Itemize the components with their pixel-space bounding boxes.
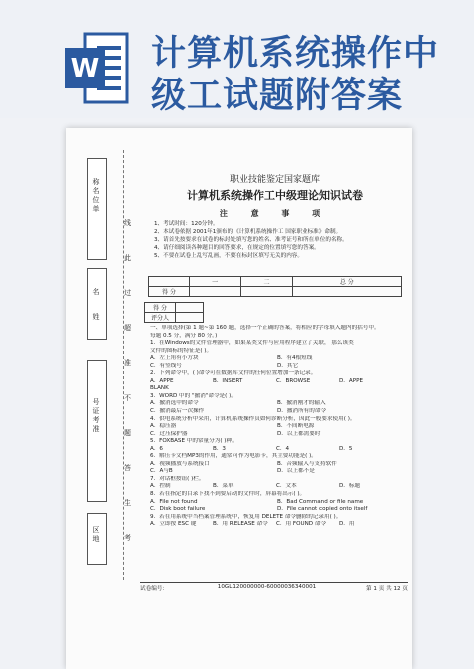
question-line: 文件的图标的特征是( )。 xyxy=(150,347,213,354)
seal-char: 准 xyxy=(124,359,131,367)
answer-option: C．用 FOUND 命令 xyxy=(276,521,327,528)
word-document-icon xyxy=(63,30,129,106)
question-line: 6．解压卡文档MP3的作用，通常可作为电影卡，其主要功能是( )。 xyxy=(150,453,317,460)
seal-char: 答 xyxy=(124,464,131,472)
answer-option: C．A与B xyxy=(150,468,173,475)
option-row xyxy=(150,499,404,507)
score-header xyxy=(149,277,190,287)
question-line: 4．供电系统分析中采用，计算机系统操作员如何诊断分析，因此一般要求使用( )。 xyxy=(150,415,356,422)
answer-option: D．撤消所有的命令 xyxy=(277,408,327,415)
answer-option: B．撤消刚才的输入 xyxy=(277,400,326,407)
score-cell xyxy=(190,287,241,297)
answer-option: D．File cannot copied onto itself xyxy=(277,506,368,513)
notice-item: 3、请首先按要求在试卷的标封处填写您的姓名、准考证号和所在单位的名称。 xyxy=(154,237,348,244)
header-banner xyxy=(0,0,474,118)
answer-option: D．用 xyxy=(339,521,355,528)
score-row-label: 得 分 xyxy=(149,287,190,297)
notice-list xyxy=(154,220,409,260)
answer-option: B．3 xyxy=(213,445,226,452)
question-line: 1．在Windows的文件管理器中，如果某类文件与应用程序建立了关联， 那么该类 xyxy=(150,340,354,347)
answer-option: C．撤消最后一次操作 xyxy=(150,408,205,415)
seal-char: 不 xyxy=(124,394,131,402)
footer-code: 10GL120000000-60000036340001 xyxy=(217,584,317,590)
answer-option: B．用 RELEASE 命令 xyxy=(213,521,268,528)
option-row xyxy=(150,400,404,408)
word-icon-letter: W xyxy=(70,54,100,84)
notice-item: 2、本试卷依据 2001年1颁布的《计算机系统操作工 国家职业标准》命制。 xyxy=(154,229,342,236)
unit-name-label: 称名位单 xyxy=(92,178,100,213)
question-line: 9．若在用系统中当档案管理系统中，恢复用 DELETE 命令删除的记录用( )。 xyxy=(150,513,342,520)
option-row xyxy=(150,363,404,371)
option-row xyxy=(150,461,404,469)
seal-char: 考 xyxy=(124,534,131,542)
question-line: 3．WORD 中的 "撤消"命令是( )。 xyxy=(150,392,237,399)
score-table xyxy=(148,276,402,297)
answer-option: C．文本 xyxy=(276,483,297,490)
answer-option: A．控制 xyxy=(150,483,171,490)
notice-item: 4、请仔细阅读各种题目的回答要求，在规定的位置填写您的答案。 xyxy=(154,245,320,252)
answer-option: A．稳压器 xyxy=(150,423,177,430)
banner-title-line2: 级工试题附答案 xyxy=(151,76,404,116)
answer-option: A．APPE xyxy=(150,377,174,384)
score-cell xyxy=(292,287,401,297)
answer-option: D．标题 xyxy=(339,483,361,490)
score-header: 二 xyxy=(241,277,292,287)
name-box xyxy=(87,268,107,340)
option-row xyxy=(150,423,404,431)
answer-option: D．以上都需要时 xyxy=(277,430,321,437)
seal-char: 题 xyxy=(124,429,131,437)
option-row xyxy=(150,431,404,439)
seal-char: 此 xyxy=(124,254,131,262)
option-row xyxy=(150,521,404,529)
grader-cell xyxy=(176,303,204,313)
exam-title: 计算机系统操作工中级理论知识试卷 xyxy=(187,189,363,202)
answer-option: B．菜单 xyxy=(213,483,234,490)
answer-option: C．过压保护器 xyxy=(150,430,188,437)
name-label-1: 名 xyxy=(92,288,100,296)
answer-option: C．4 xyxy=(276,445,290,452)
answer-option: A．6 xyxy=(150,445,163,452)
answer-option: A．File not found xyxy=(150,498,198,505)
answer-option: A．撤消选中的命令 xyxy=(150,400,199,407)
question-line: 2．下列命令中，( )命令可在数据库文件的任何位置增加一条记录。 xyxy=(150,370,317,377)
seal-char: 超 xyxy=(124,324,131,332)
option-row xyxy=(150,355,404,363)
score-header: 总 分 xyxy=(292,277,401,287)
answer-option: A．立即按 ESC 键 xyxy=(150,521,197,528)
grader-cell xyxy=(176,313,204,323)
option-row xyxy=(150,483,404,491)
answer-option: B．音频输入与支持软件 xyxy=(277,460,337,467)
question-line: 每题 0.5 分，满分 80 分。) xyxy=(150,332,218,339)
exam-org: 职业技能鉴定国家题库 xyxy=(229,175,320,185)
seal-char: 过 xyxy=(124,289,131,297)
question-line: 8．若在指定的目录下找不到要启动的文件时，屏幕将出示( )。 xyxy=(150,491,306,498)
option-row xyxy=(150,506,404,514)
footer-page: 第 1 页 共 12 页 xyxy=(366,586,408,592)
banner-title-line1: 计算机系统操作中 xyxy=(151,34,440,74)
answer-option: B．不间断电源 xyxy=(277,423,315,430)
name-label-2: 姓 xyxy=(92,313,100,321)
answer-option: B．Bad Command or file name xyxy=(277,498,364,505)
question-list xyxy=(150,325,404,529)
answer-option: D．其它 xyxy=(277,362,299,369)
question-line: 7．对话框按钮( )栏。 xyxy=(150,475,205,482)
question-line: 一、单项选择(第 1 题~第 160 题，选择一个正确的答案，将相应的字母填入题内的括号中。 xyxy=(150,325,380,331)
question-line: BLANK xyxy=(150,385,169,392)
footer-label: 试卷编号： xyxy=(140,586,168,592)
answer-option: D．APPE xyxy=(339,377,364,384)
notice-title: 注 意 事 项 xyxy=(219,209,331,218)
grader-table xyxy=(144,302,204,323)
score-cell xyxy=(241,287,292,297)
region-label: 区地 xyxy=(92,526,100,543)
score-header: 一 xyxy=(190,277,241,287)
option-row xyxy=(150,446,404,454)
exam-id-label: 号证考准 xyxy=(92,398,100,433)
notice-item: 1、考试时间：120分钟。 xyxy=(154,221,219,227)
option-row xyxy=(150,378,404,386)
answer-option: C．Disk boot failure xyxy=(150,506,206,513)
seal-char: 生 xyxy=(124,499,131,507)
answer-option: D．5 xyxy=(339,445,353,452)
answer-option: A．视频播放与系统接口 xyxy=(150,460,210,467)
answer-option: C．BROWSE xyxy=(276,377,311,384)
grader-row-label: 得 分 xyxy=(145,303,176,313)
answer-option: A．左上角有小方块 xyxy=(150,355,199,362)
answer-option: D．以上都不是 xyxy=(277,468,315,475)
option-row xyxy=(150,468,404,476)
document-page xyxy=(66,128,412,669)
page-footer xyxy=(140,582,408,592)
question-line: 5．FOXBASE 中的常量分为( )种。 xyxy=(150,438,238,445)
seal-char: 线 xyxy=(124,219,131,227)
answer-option: C．有竖线号 xyxy=(150,362,182,369)
option-row xyxy=(150,408,404,416)
answer-option: B．有4根短线 xyxy=(277,355,313,362)
answer-option: B．INSERT xyxy=(213,377,243,384)
notice-item: 5、不要在试卷上乱写乱画，不要在标封区填写无关的内容。 xyxy=(154,253,303,260)
grader-row-label: 评分人 xyxy=(145,313,176,323)
